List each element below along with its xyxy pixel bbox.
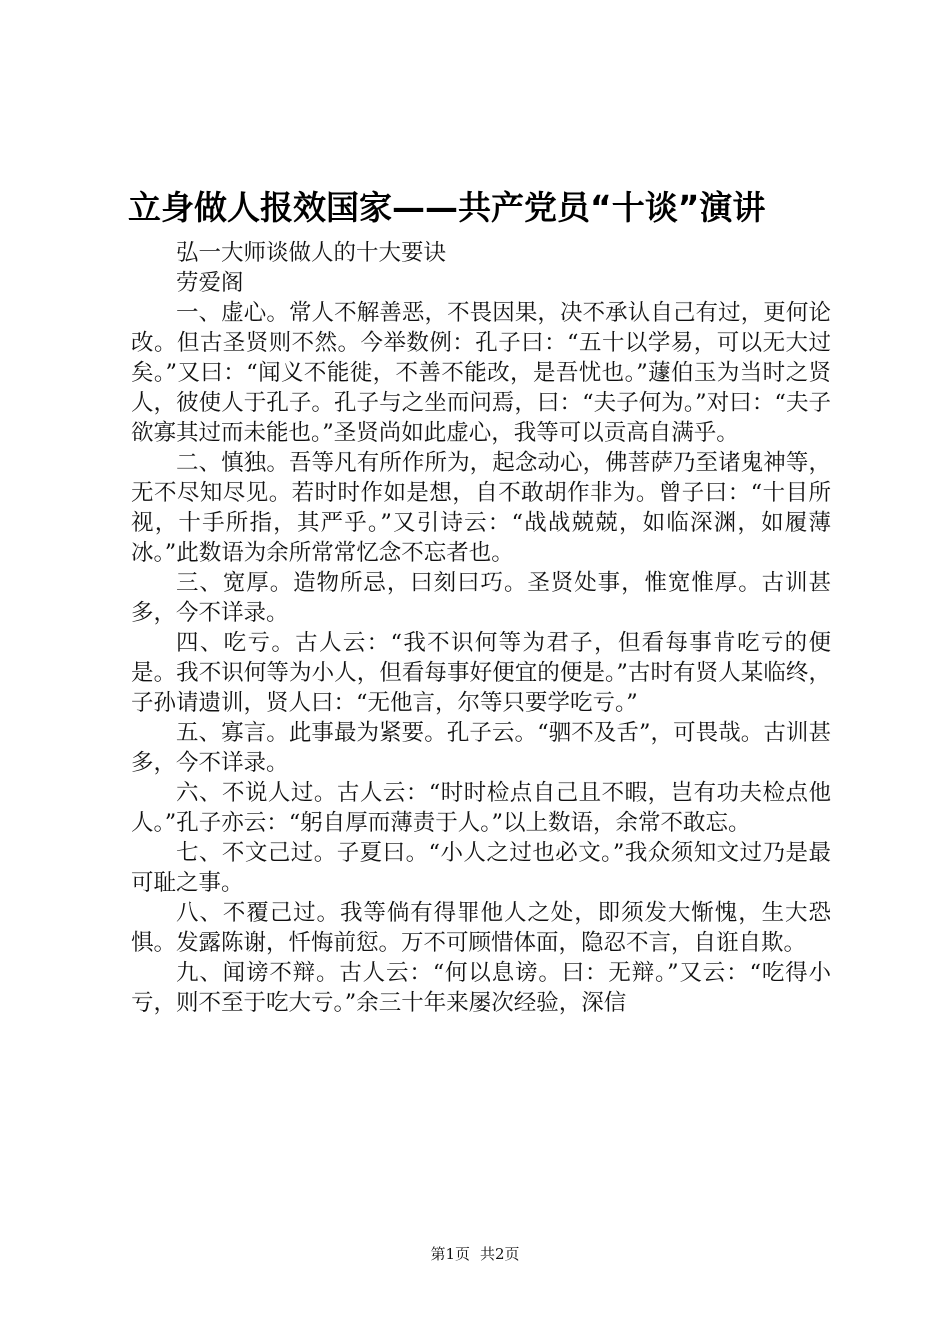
- page-total: 共2页: [480, 1245, 520, 1263]
- document-title: 立身做人报效国家——共产党员“十谈”演讲: [128, 188, 766, 227]
- subtitle-paragraph: 弘一大师谈做人的十大要诀: [176, 240, 447, 266]
- paragraph-1-humility: 一、虚心。常人不解善恶，不畏因果，决不承认自己有过，更何论改。但古圣贤则不然。今举数例：孔子曰：“五十以学易，可以无大过矣。”又曰：“闻义不能徙，不善不能改，是吾忧也。”蘧伯玉为当时之贤人，彼使人于孔子。孔子与之坐而问焉，曰：“夫子何为。”对曰：“夫子欲寡其过而未能也。”圣贤尚如此虚心，我等可以贡高自满乎。: [131, 300, 831, 446]
- paragraph-2-self-discipline: 二、慎独。吾等凡有所作所为，起念动心，佛菩萨乃至诸鬼神等，无不尽知尽见。若时时作如是想，自不敢胡作非为。曾子曰：“十目所视，十手所指，其严乎。”又引诗云：“战战兢兢，如临深渊，如履薄冰。”此数语为余所常常忆念不忘者也。: [131, 450, 831, 566]
- author-paragraph: 劳爱阁: [176, 270, 244, 296]
- page-number: 第1页: [430, 1245, 470, 1263]
- paragraph-3-generosity: 三、宽厚。造物所忌，曰刻曰巧。圣贤处事，惟宽惟厚。古训甚多，今不详录。: [131, 570, 831, 626]
- paragraph-4-accept-loss: 四、吃亏。古人云：“我不识何等为君子，但看每事肯吃亏的便是。我不识何等为小人，但看每事好便宜的便是。”古时有贤人某临终，子孙请遗训，贤人曰：“无他言，尔等只要学吃亏。”: [131, 630, 831, 716]
- paragraph-8-confess-faults: 八、不覆己过。我等倘有得罪他人之处，即须发大惭愧，生大恐惧。发露陈谢，忏悔前愆。万不可顾惜体面，隐忍不言，自诳自欺。: [131, 900, 831, 956]
- page-footer: [0, 1244, 950, 1264]
- paragraph-5-few-words: 五、寡言。此事最为紧要。孔子云。“驷不及舌”，可畏哉。古训甚多，今不详录。: [131, 720, 831, 776]
- document-body: [131, 238, 831, 1018]
- paragraph-9-no-rebuttal: 九、闻谤不辩。古人云：“何以息谤。曰：无辩。”又云：“吃得小亏，则不至于吃大亏。”余三十年来屡次经验，深信: [131, 960, 831, 1016]
- paragraph-7-no-excuses: 七、不文己过。子夏曰。“小人之过也必文。”我众须知文过乃是最可耻之事。: [131, 840, 831, 896]
- paragraph-6-no-gossip: 六、不说人过。古人云：“时时检点自己且不暇，岂有功夫检点他人。”孔子亦云：“躬自厚而薄责于人。”以上数语，余常不敢忘。: [131, 780, 831, 836]
